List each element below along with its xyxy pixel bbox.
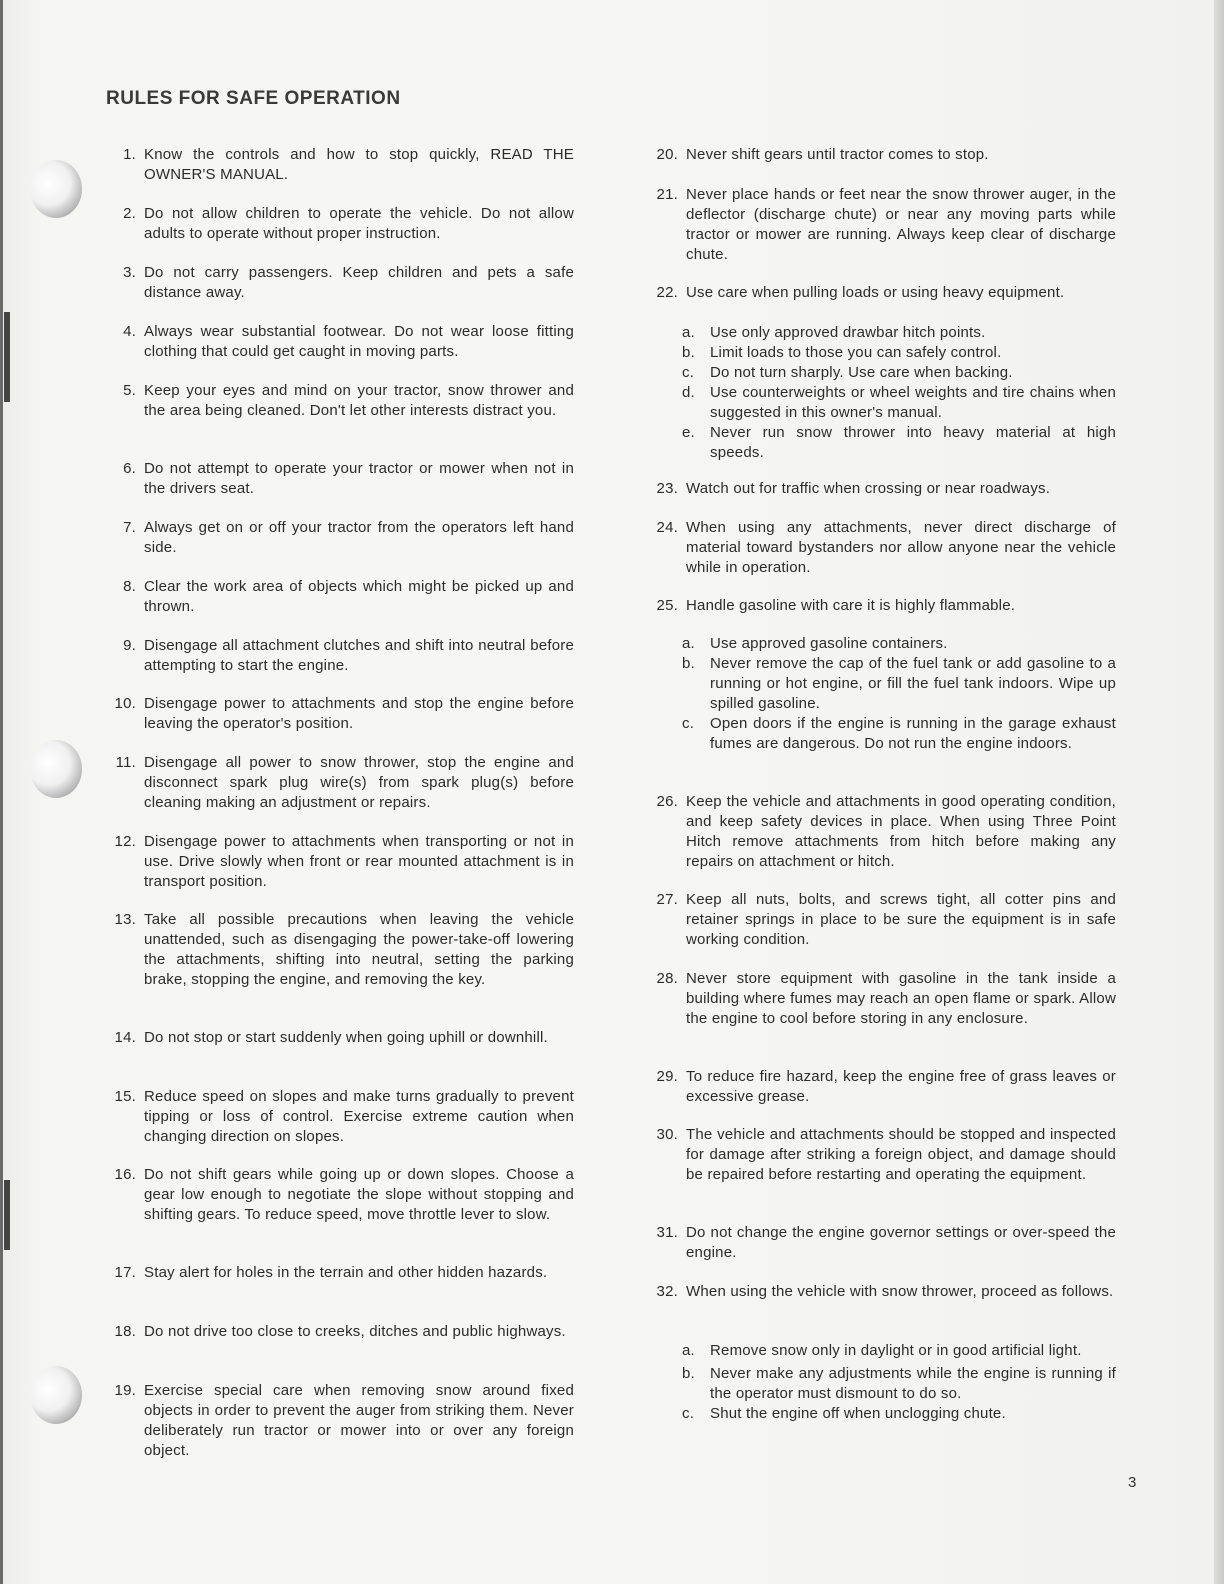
rule-item bbox=[104, 1322, 566, 1342]
rule-text: Never place hands or feet near the snow thrower auger, in the deflector (discharge chute) or near any moving parts while tractor or mower are running. Always keep clear of discharge chute. bbox=[686, 186, 1116, 263]
rule-item bbox=[104, 145, 574, 185]
sub-letter: b. bbox=[682, 1365, 695, 1382]
rule-number: 8. bbox=[123, 578, 136, 595]
sub-text: Open doors if the engine is running in the garage exhaust fumes are dangerous. Do not run the engine indoors. bbox=[710, 715, 1116, 752]
rule-number: 5. bbox=[123, 382, 136, 399]
rule-number: 32. bbox=[656, 1283, 678, 1300]
rule-number: 19. bbox=[114, 1382, 136, 1399]
rule-item bbox=[646, 518, 1116, 578]
rule-text: Disengage all power to snow thrower, stop the engine and disconnect spark plug wire(s) from spark plug(s) before cleaning making an adjustment or repairs. bbox=[144, 754, 574, 811]
sub-text: Shut the engine off when unclogging chute. bbox=[710, 1405, 1006, 1422]
rule-text: The vehicle and attachments should be stopped and inspected for damage after striking a foreign object, and damage should be repaired before restarting and operating the equipment. bbox=[686, 1126, 1116, 1183]
rule-text: Never shift gears until tractor comes to stop. bbox=[686, 146, 989, 163]
rule-item bbox=[104, 1028, 548, 1048]
page-title: RULES FOR SAFE OPERATION bbox=[106, 88, 401, 109]
rule-text: When using the vehicle with snow thrower, proceed as follows. bbox=[686, 1283, 1114, 1300]
sub-text: Never make any adjustments while the engine is running if the operator must dismount to do so. bbox=[710, 1365, 1116, 1402]
sub-letter: b. bbox=[682, 655, 695, 672]
rule-number: 4. bbox=[123, 323, 136, 340]
rule-number: 25. bbox=[656, 597, 678, 614]
rule-number: 26. bbox=[656, 793, 678, 810]
rule-text: Stay alert for holes in the terrain and other hidden hazards. bbox=[144, 1264, 548, 1281]
rule-number: 10. bbox=[114, 695, 136, 712]
rule-number: 7. bbox=[123, 519, 136, 536]
sub-text: Never run snow thrower into heavy material at high speeds. bbox=[710, 424, 1116, 461]
rule-text: Do not drive too close to creeks, ditches and public highways. bbox=[144, 1323, 566, 1340]
rule-item bbox=[104, 204, 574, 244]
sub-item bbox=[682, 654, 1116, 714]
sub-item bbox=[682, 714, 1116, 754]
sublist-32 bbox=[646, 1341, 1116, 1424]
rule-text: Do not change the engine governor settings or over-speed the engine. bbox=[686, 1224, 1116, 1261]
sub-text: Do not turn sharply. Use care when backing. bbox=[710, 364, 1013, 381]
sub-text: Use only approved drawbar hitch points. bbox=[710, 324, 986, 341]
rule-item bbox=[646, 596, 1116, 616]
rule-text: Watch out for traffic when crossing or near roadways. bbox=[686, 480, 1051, 497]
sub-letter: c. bbox=[682, 1405, 695, 1422]
sub-item bbox=[682, 383, 1116, 423]
rule-text: Keep your eyes and mind on your tractor, snow thrower and the area being cleaned. Don't let other interests distract you. bbox=[144, 382, 574, 419]
rule-item bbox=[104, 263, 574, 303]
rule-text: Do not attempt to operate your tractor or mower when not in the drivers seat. bbox=[144, 460, 574, 497]
rule-item bbox=[104, 1165, 574, 1225]
rule-text: Do not carry passengers. Keep children and pets a safe distance away. bbox=[144, 264, 574, 301]
rule-item bbox=[646, 890, 1116, 950]
binder-clip bbox=[4, 312, 10, 402]
rule-number: 29. bbox=[656, 1068, 678, 1085]
rule-item bbox=[646, 1282, 1116, 1302]
rule-item bbox=[104, 832, 574, 892]
rule-number: 13. bbox=[114, 911, 136, 928]
punch-hole bbox=[30, 740, 82, 798]
rule-text: Keep all nuts, bolts, and screws tight, all cotter pins and retainer springs in place to be sure the equipment is in safe working condition. bbox=[686, 891, 1116, 948]
rule-item bbox=[646, 1223, 1116, 1263]
sub-text: Never remove the cap of the fuel tank or add gasoline to a running or hot engine, or fill the fuel tank indoors. Wipe up spilled gasoline. bbox=[710, 655, 1116, 712]
rule-number: 9. bbox=[123, 637, 136, 654]
rule-item bbox=[104, 1263, 547, 1283]
rule-text: Never store equipment with gasoline in the tank inside a building where fumes may reach an open flame or spark. Allow the engine to cool before storing in any enclosure. bbox=[686, 970, 1116, 1027]
rule-text: Do not shift gears while going up or down slopes. Choose a gear low enough to negotiate the slope without stopping and shifting gears. To reduce speed, move throttle lever to slow. bbox=[144, 1166, 574, 1223]
sub-letter: e. bbox=[682, 424, 695, 441]
rule-item bbox=[646, 792, 1116, 872]
rule-text: Disengage all attachment clutches and shift into neutral before attempting to start the engine. bbox=[144, 637, 574, 674]
rule-text: Take all possible precautions when leaving the vehicle unattended, such as disengaging the power-take-off lowering the attachments, shifting into neutral, setting the parking brake, stopping the engine, and removing the key. bbox=[144, 911, 574, 988]
rule-number: 11. bbox=[115, 754, 136, 771]
rule-number: 22. bbox=[656, 284, 678, 301]
rule-item bbox=[646, 969, 1116, 1029]
rule-text: Keep the vehicle and attachments in good operating condition, and keep safety devices in place. When using Three Point Hitch remove attachments from hitch before making any repairs on attachment or hitch. bbox=[686, 793, 1116, 870]
rule-item bbox=[646, 1067, 1116, 1107]
rule-number: 3. bbox=[123, 264, 136, 281]
sub-letter: d. bbox=[682, 384, 695, 401]
rule-text: Disengage power to attachments and stop the engine before leaving the operator's position. bbox=[144, 695, 574, 732]
rule-number: 18. bbox=[114, 1323, 136, 1340]
sub-letter: c. bbox=[682, 715, 695, 732]
rule-item bbox=[646, 479, 1116, 499]
sub-letter: b. bbox=[682, 344, 695, 361]
rule-text: Use care when pulling loads or using heavy equipment. bbox=[686, 284, 1065, 301]
sub-item bbox=[682, 423, 1116, 463]
rule-item bbox=[104, 459, 574, 499]
rule-text: Reduce speed on slopes and make turns gradually to prevent tipping or loss of control. Exercise extreme caution when changing direction on slopes. bbox=[144, 1088, 574, 1145]
rule-number: 31. bbox=[656, 1224, 678, 1241]
rule-item bbox=[104, 322, 574, 362]
sub-letter: a. bbox=[682, 324, 695, 341]
rule-text: Exercise special care when removing snow around fixed objects in order to prevent the auger from striking them. Never deliberately run tractor or mower into or over any foreign object. bbox=[144, 1382, 574, 1459]
page-edge-shadow bbox=[1214, 0, 1224, 1584]
punch-hole bbox=[30, 1366, 82, 1424]
rule-text: Clear the work area of objects which might be picked up and thrown. bbox=[144, 578, 574, 615]
rule-number: 15. bbox=[114, 1088, 136, 1105]
rule-item bbox=[646, 1125, 1116, 1185]
sub-text: Remove snow only in daylight or in good artificial light. bbox=[710, 1342, 1082, 1359]
rule-number: 27. bbox=[656, 891, 678, 908]
sub-item bbox=[682, 363, 1116, 383]
sub-text: Limit loads to those you can safely control. bbox=[710, 344, 1002, 361]
sub-item bbox=[682, 1364, 1116, 1404]
rule-text: Handle gasoline with care it is highly flammable. bbox=[686, 597, 1016, 614]
sub-item bbox=[682, 634, 1116, 654]
sub-item bbox=[682, 343, 1116, 363]
punch-hole bbox=[30, 160, 82, 218]
page-number: 3 bbox=[1128, 1474, 1137, 1491]
sublist-25 bbox=[646, 634, 1116, 754]
rule-number: 12. bbox=[114, 833, 136, 850]
sublist-22 bbox=[646, 323, 1116, 463]
rule-number: 20. bbox=[656, 146, 678, 163]
rule-item bbox=[104, 577, 574, 617]
sub-item bbox=[682, 323, 1116, 343]
sub-letter: c. bbox=[682, 364, 695, 381]
rule-item bbox=[646, 283, 1116, 303]
rule-text: When using any attachments, never direct discharge of material toward bystanders nor allow anyone near the vehicle while in operation. bbox=[686, 519, 1116, 576]
rule-number: 16. bbox=[114, 1166, 136, 1183]
rule-item bbox=[104, 518, 574, 558]
rule-item bbox=[104, 753, 574, 813]
sub-letter: a. bbox=[682, 1342, 695, 1359]
rule-number: 14. bbox=[114, 1029, 136, 1046]
rule-number: 21. bbox=[656, 186, 678, 203]
rule-number: 24. bbox=[656, 519, 678, 536]
rule-item bbox=[646, 145, 989, 165]
rule-number: 6. bbox=[123, 460, 136, 477]
rule-item bbox=[104, 694, 574, 734]
rule-text: Do not allow children to operate the vehicle. Do not allow adults to operate without proper instruction. bbox=[144, 205, 574, 242]
rule-number: 30. bbox=[656, 1126, 678, 1143]
sub-text: Use counterweights or wheel weights and tire chains when suggested in this owner's manual. bbox=[710, 384, 1116, 421]
sub-item bbox=[682, 1341, 1116, 1361]
rule-text: Do not stop or start suddenly when going uphill or downhill. bbox=[144, 1029, 548, 1046]
binder-edge bbox=[0, 0, 3, 1584]
rule-item bbox=[104, 1381, 574, 1461]
rule-number: 28. bbox=[656, 970, 678, 987]
rule-text: Always wear substantial footwear. Do not wear loose fitting clothing that could get caught in moving parts. bbox=[144, 323, 574, 360]
rule-item bbox=[104, 910, 574, 990]
rule-text: Always get on or off your tractor from the operators left hand side. bbox=[144, 519, 574, 556]
sub-text: Use approved gasoline containers. bbox=[710, 635, 948, 652]
rule-number: 23. bbox=[656, 480, 678, 497]
sub-letter: a. bbox=[682, 635, 695, 652]
rule-text: To reduce fire hazard, keep the engine free of grass leaves or excessive grease. bbox=[686, 1068, 1116, 1105]
rule-text: Disengage power to attachments when transporting or not in use. Drive slowly when front or rear mounted attachment is in transport position. bbox=[144, 833, 574, 890]
rule-item bbox=[104, 1087, 574, 1147]
binder-clip bbox=[4, 1180, 10, 1250]
sub-item bbox=[682, 1404, 1116, 1424]
rule-item bbox=[104, 636, 574, 676]
rule-item bbox=[646, 185, 1116, 265]
rule-text: Know the controls and how to stop quickly, READ THE OWNER'S MANUAL. bbox=[144, 146, 574, 183]
rule-number: 2. bbox=[123, 205, 136, 222]
rule-number: 17. bbox=[114, 1264, 136, 1281]
rule-number: 1. bbox=[123, 146, 136, 163]
rule-item bbox=[104, 381, 574, 421]
